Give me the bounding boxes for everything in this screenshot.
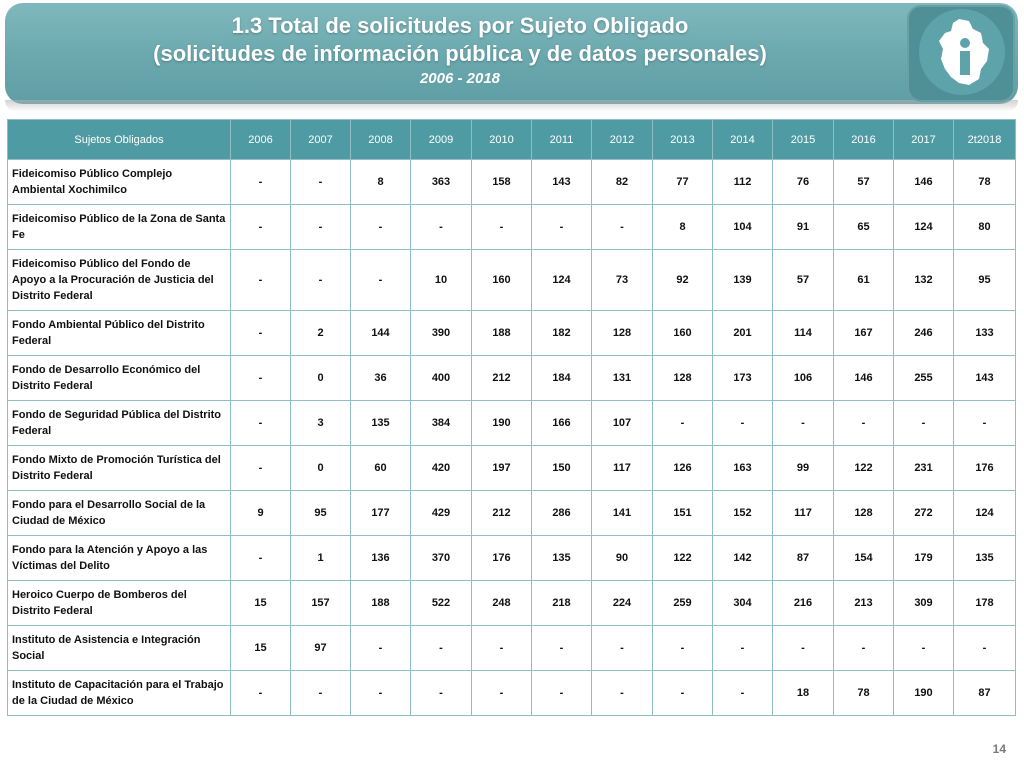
value-cell: - [231, 205, 291, 250]
value-cell: 231 [894, 446, 954, 491]
value-cell: 166 [532, 401, 592, 446]
value-cell: 80 [954, 205, 1016, 250]
value-cell: 10 [411, 250, 472, 311]
value-cell: 151 [653, 491, 713, 536]
value-cell: - [472, 671, 532, 716]
value-cell: 197 [472, 446, 532, 491]
value-cell: - [231, 160, 291, 205]
value-cell: 15 [231, 581, 291, 626]
value-cell: 9 [231, 491, 291, 536]
logo-circle [919, 9, 1005, 95]
value-cell: 87 [954, 671, 1016, 716]
value-cell: 90 [592, 536, 653, 581]
table-header-row [8, 120, 1016, 160]
value-cell: - [532, 671, 592, 716]
value-cell: - [954, 401, 1016, 446]
value-cell: - [472, 205, 532, 250]
value-cell: - [411, 205, 472, 250]
value-cell: 57 [834, 160, 894, 205]
table-row [8, 250, 1016, 311]
value-cell: - [713, 626, 773, 671]
table-row [8, 536, 1016, 581]
value-cell: - [532, 205, 592, 250]
value-cell: 188 [351, 581, 411, 626]
value-cell: 201 [713, 311, 773, 356]
value-cell: 304 [713, 581, 773, 626]
year-range: 2006 - 2018 [419, 70, 501, 87]
value-cell: - [411, 626, 472, 671]
value-cell: 400 [411, 356, 472, 401]
value-cell: 176 [472, 536, 532, 581]
value-cell: 104 [713, 205, 773, 250]
column-header: 2009 [411, 120, 472, 160]
value-cell: 152 [713, 491, 773, 536]
value-cell: 60 [351, 446, 411, 491]
table-row [8, 160, 1016, 205]
value-cell: 190 [472, 401, 532, 446]
value-cell: - [713, 671, 773, 716]
value-cell: 3 [291, 401, 351, 446]
value-cell: 420 [411, 446, 472, 491]
value-cell: 286 [532, 491, 592, 536]
value-cell: - [592, 205, 653, 250]
value-cell: - [773, 626, 834, 671]
value-cell: 135 [351, 401, 411, 446]
value-cell: 218 [532, 581, 592, 626]
value-cell: - [834, 626, 894, 671]
banner-shadow [5, 100, 1018, 112]
value-cell: - [231, 356, 291, 401]
entity-name-cell: Fideicomiso Público de la Zona de Santa Fe [8, 205, 231, 250]
value-cell: 61 [834, 250, 894, 311]
value-cell: 167 [834, 311, 894, 356]
value-cell: 57 [773, 250, 834, 311]
value-cell: - [231, 536, 291, 581]
value-cell: 370 [411, 536, 472, 581]
value-cell: 1 [291, 536, 351, 581]
value-cell: - [653, 401, 713, 446]
value-cell: 77 [653, 160, 713, 205]
column-header: 2008 [351, 120, 411, 160]
value-cell: 99 [773, 446, 834, 491]
page-number: 14 [992, 742, 1006, 756]
value-cell: - [351, 205, 411, 250]
value-cell: - [773, 401, 834, 446]
value-cell: 87 [773, 536, 834, 581]
value-cell: 8 [351, 160, 411, 205]
value-cell: 106 [773, 356, 834, 401]
value-cell: 163 [713, 446, 773, 491]
column-header: 2010 [472, 120, 532, 160]
entity-name-cell: Instituto de Capacitación para el Trabajo de la Ciudad de México [8, 671, 231, 716]
page-title: 1.3 Total de solicitudes por Sujeto Obligado [231, 13, 689, 38]
value-cell: - [411, 671, 472, 716]
value-cell: 76 [773, 160, 834, 205]
value-cell: 216 [773, 581, 834, 626]
value-cell: 139 [713, 250, 773, 311]
value-cell: 114 [773, 311, 834, 356]
value-cell: 133 [954, 311, 1016, 356]
value-cell: 124 [894, 205, 954, 250]
value-cell: 15 [231, 626, 291, 671]
value-cell: 128 [653, 356, 713, 401]
value-cell: - [472, 626, 532, 671]
value-cell: 124 [954, 491, 1016, 536]
value-cell: 91 [773, 205, 834, 250]
value-cell: 150 [532, 446, 592, 491]
value-cell: 0 [291, 356, 351, 401]
value-cell: - [653, 626, 713, 671]
requests-table [7, 119, 1016, 716]
value-cell: 95 [291, 491, 351, 536]
column-header: 2017 [894, 120, 954, 160]
table-row [8, 626, 1016, 671]
value-cell: 136 [351, 536, 411, 581]
page-subtitle: (solicitudes de información pública y de datos personales) [153, 41, 767, 66]
entity-name-cell: Fideicomiso Público del Fondo de Apoyo a la Procuración de Justicia del Distrito Federal [8, 250, 231, 311]
table-row [8, 356, 1016, 401]
value-cell: - [532, 626, 592, 671]
value-cell: 363 [411, 160, 472, 205]
table-row [8, 311, 1016, 356]
title-block [60, 12, 860, 90]
value-cell: 177 [351, 491, 411, 536]
value-cell: - [653, 671, 713, 716]
value-cell: - [592, 626, 653, 671]
value-cell: 128 [592, 311, 653, 356]
column-header: 2012 [592, 120, 653, 160]
value-cell: 390 [411, 311, 472, 356]
table-row [8, 446, 1016, 491]
value-cell: - [592, 671, 653, 716]
value-cell: 154 [834, 536, 894, 581]
value-cell: 213 [834, 581, 894, 626]
value-cell: 8 [653, 205, 713, 250]
value-cell: 2 [291, 311, 351, 356]
entity-name-cell: Instituto de Asistencia e Integración Social [8, 626, 231, 671]
value-cell: 178 [954, 581, 1016, 626]
entity-name-cell: Fondo de Desarrollo Económico del Distrito Federal [8, 356, 231, 401]
value-cell: - [231, 250, 291, 311]
value-cell: 160 [472, 250, 532, 311]
value-cell: - [231, 311, 291, 356]
value-cell: 309 [894, 581, 954, 626]
value-cell: 212 [472, 356, 532, 401]
value-cell: 126 [653, 446, 713, 491]
value-cell: 36 [351, 356, 411, 401]
column-header: 2011 [532, 120, 592, 160]
value-cell: - [351, 671, 411, 716]
value-cell: 143 [954, 356, 1016, 401]
value-cell: - [954, 626, 1016, 671]
value-cell: 0 [291, 446, 351, 491]
value-cell: 146 [894, 160, 954, 205]
value-cell: 212 [472, 491, 532, 536]
value-cell: 65 [834, 205, 894, 250]
value-cell: - [834, 401, 894, 446]
value-cell: 122 [834, 446, 894, 491]
value-cell: 144 [351, 311, 411, 356]
value-cell: - [713, 401, 773, 446]
value-cell: 176 [954, 446, 1016, 491]
value-cell: 158 [472, 160, 532, 205]
value-cell: - [291, 250, 351, 311]
column-header: Sujetos Obligados [8, 120, 231, 160]
value-cell: 82 [592, 160, 653, 205]
value-cell: 97 [291, 626, 351, 671]
value-cell: - [894, 401, 954, 446]
entity-name-cell: Fondo para la Atención y Apoyo a las Víctimas del Delito [8, 536, 231, 581]
value-cell: 143 [532, 160, 592, 205]
value-cell: 117 [773, 491, 834, 536]
value-cell: 122 [653, 536, 713, 581]
entity-name-cell: Fondo Mixto de Promoción Turística del Distrito Federal [8, 446, 231, 491]
value-cell: - [291, 160, 351, 205]
value-cell: 190 [894, 671, 954, 716]
value-cell: 184 [532, 356, 592, 401]
value-cell: 142 [713, 536, 773, 581]
column-header: 2015 [773, 120, 834, 160]
table-row [8, 671, 1016, 716]
entity-name-cell: Fondo Ambiental Público del Distrito Federal [8, 311, 231, 356]
entity-name-cell: Fideicomiso Público Complejo Ambiental Xochimilco [8, 160, 231, 205]
value-cell: 522 [411, 581, 472, 626]
value-cell: 259 [653, 581, 713, 626]
value-cell: 131 [592, 356, 653, 401]
institution-logo [907, 5, 1015, 102]
value-cell: - [351, 250, 411, 311]
value-cell: 182 [532, 311, 592, 356]
value-cell: 117 [592, 446, 653, 491]
column-header: 2007 [291, 120, 351, 160]
column-header: 2t2018 [954, 120, 1016, 160]
value-cell: 141 [592, 491, 653, 536]
value-cell: 248 [472, 581, 532, 626]
value-cell: - [291, 205, 351, 250]
value-cell: 224 [592, 581, 653, 626]
table-row [8, 491, 1016, 536]
value-cell: - [351, 626, 411, 671]
table-row [8, 401, 1016, 446]
map-info-icon [919, 9, 1005, 95]
value-cell: 95 [954, 250, 1016, 311]
value-cell: 92 [653, 250, 713, 311]
value-cell: 255 [894, 356, 954, 401]
value-cell: 135 [532, 536, 592, 581]
value-cell: 384 [411, 401, 472, 446]
value-cell: - [231, 446, 291, 491]
value-cell: - [231, 671, 291, 716]
value-cell: 173 [713, 356, 773, 401]
value-cell: 78 [954, 160, 1016, 205]
column-header: 2013 [653, 120, 713, 160]
value-cell: 135 [954, 536, 1016, 581]
value-cell: 18 [773, 671, 834, 716]
column-header: 2016 [834, 120, 894, 160]
value-cell: 246 [894, 311, 954, 356]
value-cell: 107 [592, 401, 653, 446]
value-cell: 157 [291, 581, 351, 626]
value-cell: 160 [653, 311, 713, 356]
value-cell: 73 [592, 250, 653, 311]
value-cell: 78 [834, 671, 894, 716]
value-cell: 112 [713, 160, 773, 205]
value-cell: 132 [894, 250, 954, 311]
value-cell: 124 [532, 250, 592, 311]
value-cell: - [291, 671, 351, 716]
value-cell: 188 [472, 311, 532, 356]
table-row [8, 205, 1016, 250]
value-cell: 179 [894, 536, 954, 581]
value-cell: 146 [834, 356, 894, 401]
table-row [8, 581, 1016, 626]
value-cell: 272 [894, 491, 954, 536]
value-cell: 429 [411, 491, 472, 536]
value-cell: - [231, 401, 291, 446]
column-header: 2014 [713, 120, 773, 160]
entity-name-cell: Heroico Cuerpo de Bomberos del Distrito Federal [8, 581, 231, 626]
table-body [8, 160, 1016, 716]
entity-name-cell: Fondo para el Desarrollo Social de la Ciudad de México [8, 491, 231, 536]
column-header: 2006 [231, 120, 291, 160]
value-cell: 128 [834, 491, 894, 536]
entity-name-cell: Fondo de Seguridad Pública del Distrito Federal [8, 401, 231, 446]
value-cell: - [894, 626, 954, 671]
